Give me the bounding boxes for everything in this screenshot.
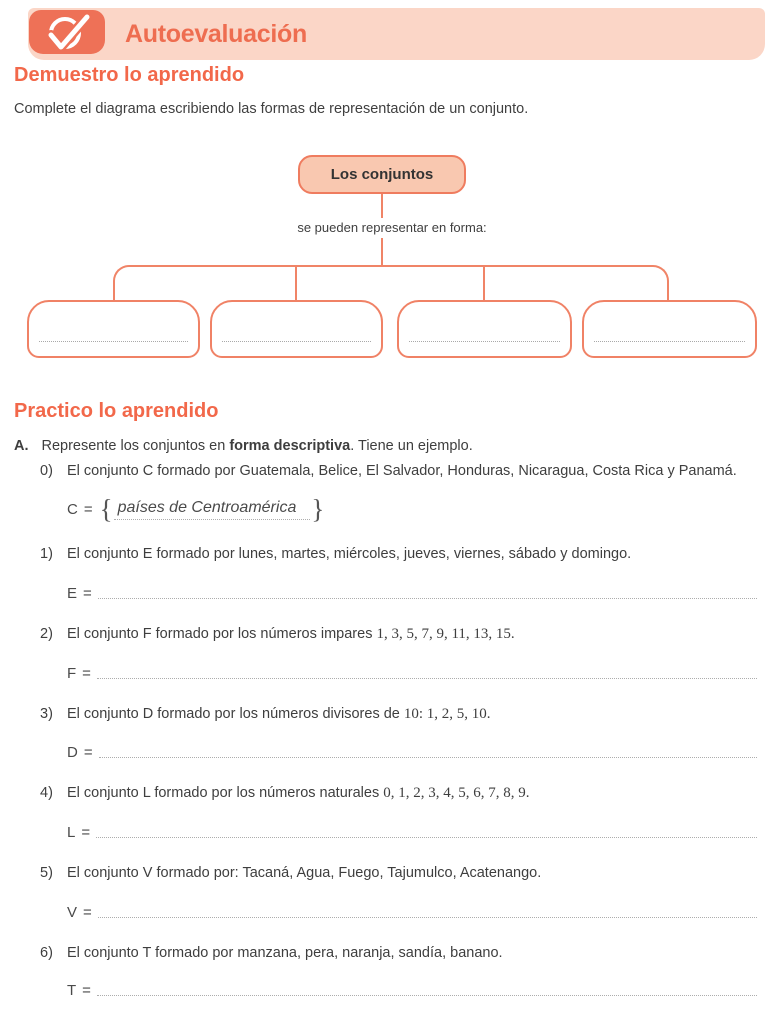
answer-row: L = [67,824,757,841]
exercise-a-label: A. [14,438,29,454]
exercise-item: 2) El conjunto F formado por los números impares 1, 3, 5, 7, 9, 11, 13, 15. [40,626,515,642]
connector-label: se pueden representar en forma: [297,220,487,235]
handwritten-answer: países de Centroamérica [114,499,311,520]
exercise-item: 4) El conjunto L formado por los números naturales 0, 1, 2, 3, 4, 5, 6, 7, 8, 9. [40,785,530,801]
exercise-item: 0) El conjunto C formado por Guatemala, Belice, El Salvador, Honduras, Nicaragua, Costa Rica y Panamá. [40,463,737,479]
diagram-root-label: Los conjuntos [330,166,434,183]
concept-diagram [0,150,784,365]
exercise-item: 6) El conjunto T formado por manzana, pera, naranja, sandía, banano. [40,945,503,961]
answer-row: E = [67,585,757,602]
answer-row: D = [67,744,757,761]
connector-line [295,265,297,301]
close-brace: } [311,494,325,524]
diagram-root-box [298,155,466,194]
diagram-instruction: Complete el diagrama escribiendo las formas de representación de un conjunto. [14,101,529,117]
answer-write-line[interactable] [99,757,757,758]
connector-line [483,265,485,301]
diagram-blank-box[interactable] [582,300,757,358]
section-heading-practico: Practico lo aprendido [14,400,219,422]
exercise-item: 1) El conjunto E formado por lunes, martes, miércoles, jueves, viernes, sábado y domingo. [40,546,632,562]
page-title: Autoevaluación [125,19,307,48]
diagram-blank-box[interactable] [397,300,572,358]
answer-row: V = [67,904,757,921]
exercise-item: 3) El conjunto D formado por los números divisores de 10: 1, 2, 5, 10. [40,706,491,722]
answer-row: T = [67,982,757,999]
open-brace: { [99,494,113,524]
exercise-item: 5) El conjunto V formado por: Tacaná, Agua, Fuego, Tajumulco, Acatenango. [40,865,542,881]
autoevaluacion-banner [28,8,765,60]
check-icon-box [29,10,105,54]
example-answer: C = { países de Centroamérica } [67,494,325,524]
connector-line [381,194,383,218]
write-line [594,341,745,342]
answer-row: F = [67,665,757,682]
answer-write-line[interactable] [97,995,757,996]
answer-write-line[interactable] [98,917,757,918]
connector-branch [113,265,669,301]
exercise-a-instruction: A. Represente los conjuntos en forma descriptiva. Tiene un ejemplo. [14,438,473,454]
answer-write-line[interactable] [98,598,757,599]
connector-line [381,238,383,266]
section-heading-demuestro: Demuestro lo aprendido [14,64,245,86]
answer-write-line[interactable] [97,678,757,679]
diagram-blank-box[interactable] [210,300,383,358]
write-line [39,341,188,342]
write-line [409,341,560,342]
answer-write-line[interactable] [96,837,757,838]
write-line [222,341,371,342]
check-circle-icon [39,13,95,51]
diagram-blank-box[interactable] [27,300,200,358]
